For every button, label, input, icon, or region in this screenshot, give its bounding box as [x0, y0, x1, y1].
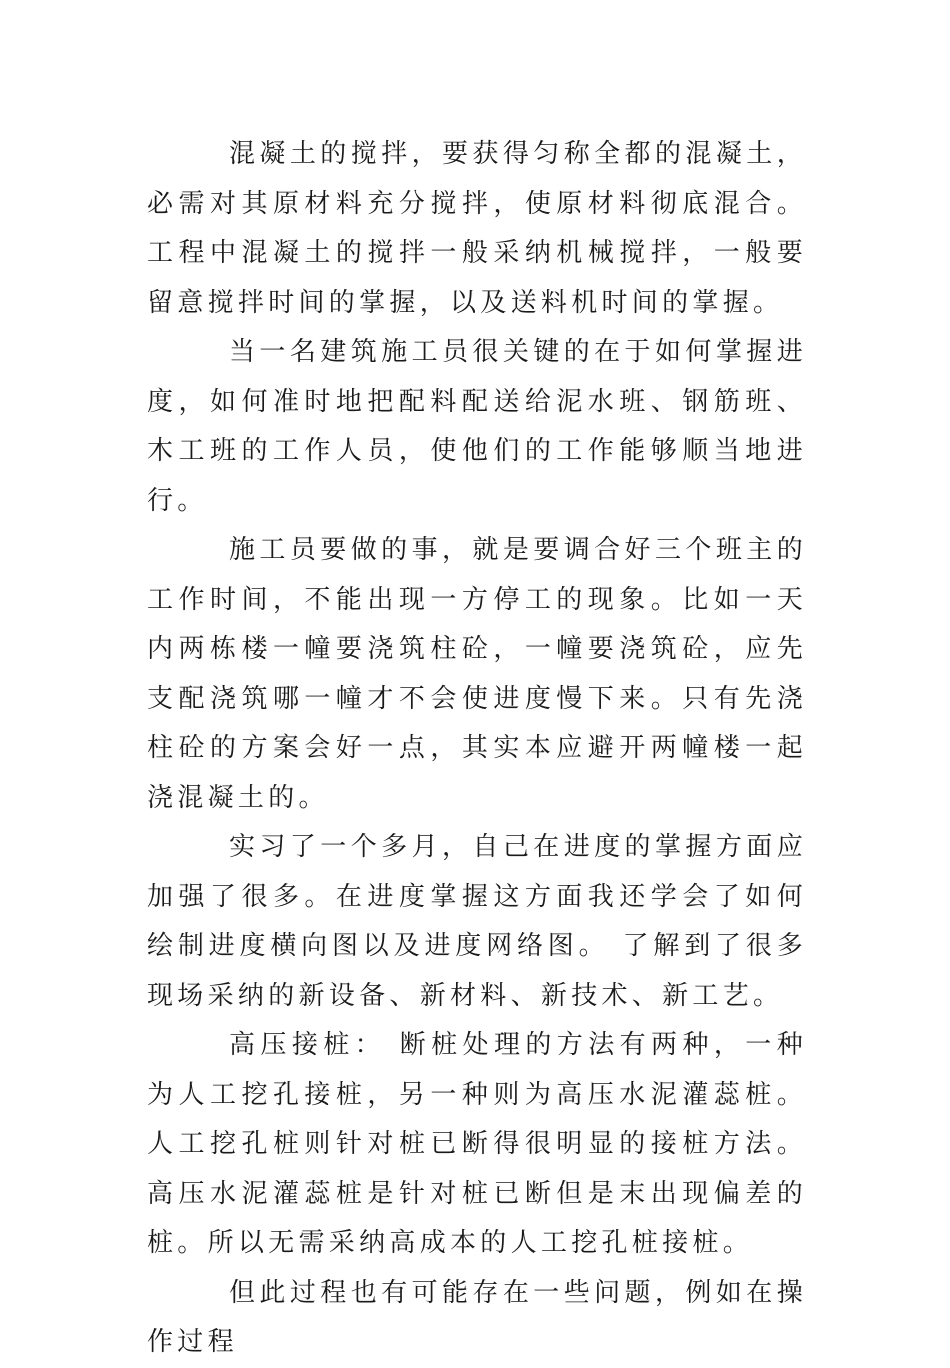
document-page	[147, 130, 807, 1368]
paragraph-possible-issues: 但此过程也有可能存在一些问题，例如在操作过程	[147, 1277, 807, 1357]
paragraph-internship-summary: 实习了一个多月，自己在进度的掌握方面应加强了很多。在进度掌握这方面我还学会了如何绘制进度横向图以及进度网络图。 了解到了很多现场采纳的新设备、新材料、新技术、新工艺。	[147, 832, 807, 1011]
paragraph-concrete-mixing: 混凝土的搅拌，要获得匀称全都的混凝土，必需对其原材料充分搅拌，使原材料彻底混合。工程中混凝土的搅拌一般采纳机械搅拌，一般要留意搅拌时间的掌握，以及送料机时间的掌握。	[147, 139, 807, 318]
paragraph-crew-coordination: 施工员要做的事，就是要调合好三个班主的工作时间，不能出现一方停工的现象。比如一天内两栋楼一幢要浇筑柱砼，一幢要浇筑砼，应先支配浇筑哪一幢才不会使进度慢下来。只有先浇柱砼的方案会好一点，其实本应避开两幢楼一起浇混凝土的。	[147, 535, 807, 813]
paragraph-high-pressure-piling: 高压接桩： 断桩处理的方法有两种，一种为人工挖孔接桩，另一种则为高压水泥灌蕊桩。人工挖孔桩则针对桩已断得很明显的接桩方法。高压水泥灌蕊桩是针对桩已断但是末出现偏差的桩。所以无需采纳高成本的人工挖孔桩接桩。	[147, 1030, 807, 1258]
paragraph-progress-control: 当一名建筑施工员很关键的在于如何掌握进度，如何准时地把配料配送给泥水班、钢筋班、木工班的工作人员，使他们的工作能够顺当地进行。	[147, 337, 807, 516]
